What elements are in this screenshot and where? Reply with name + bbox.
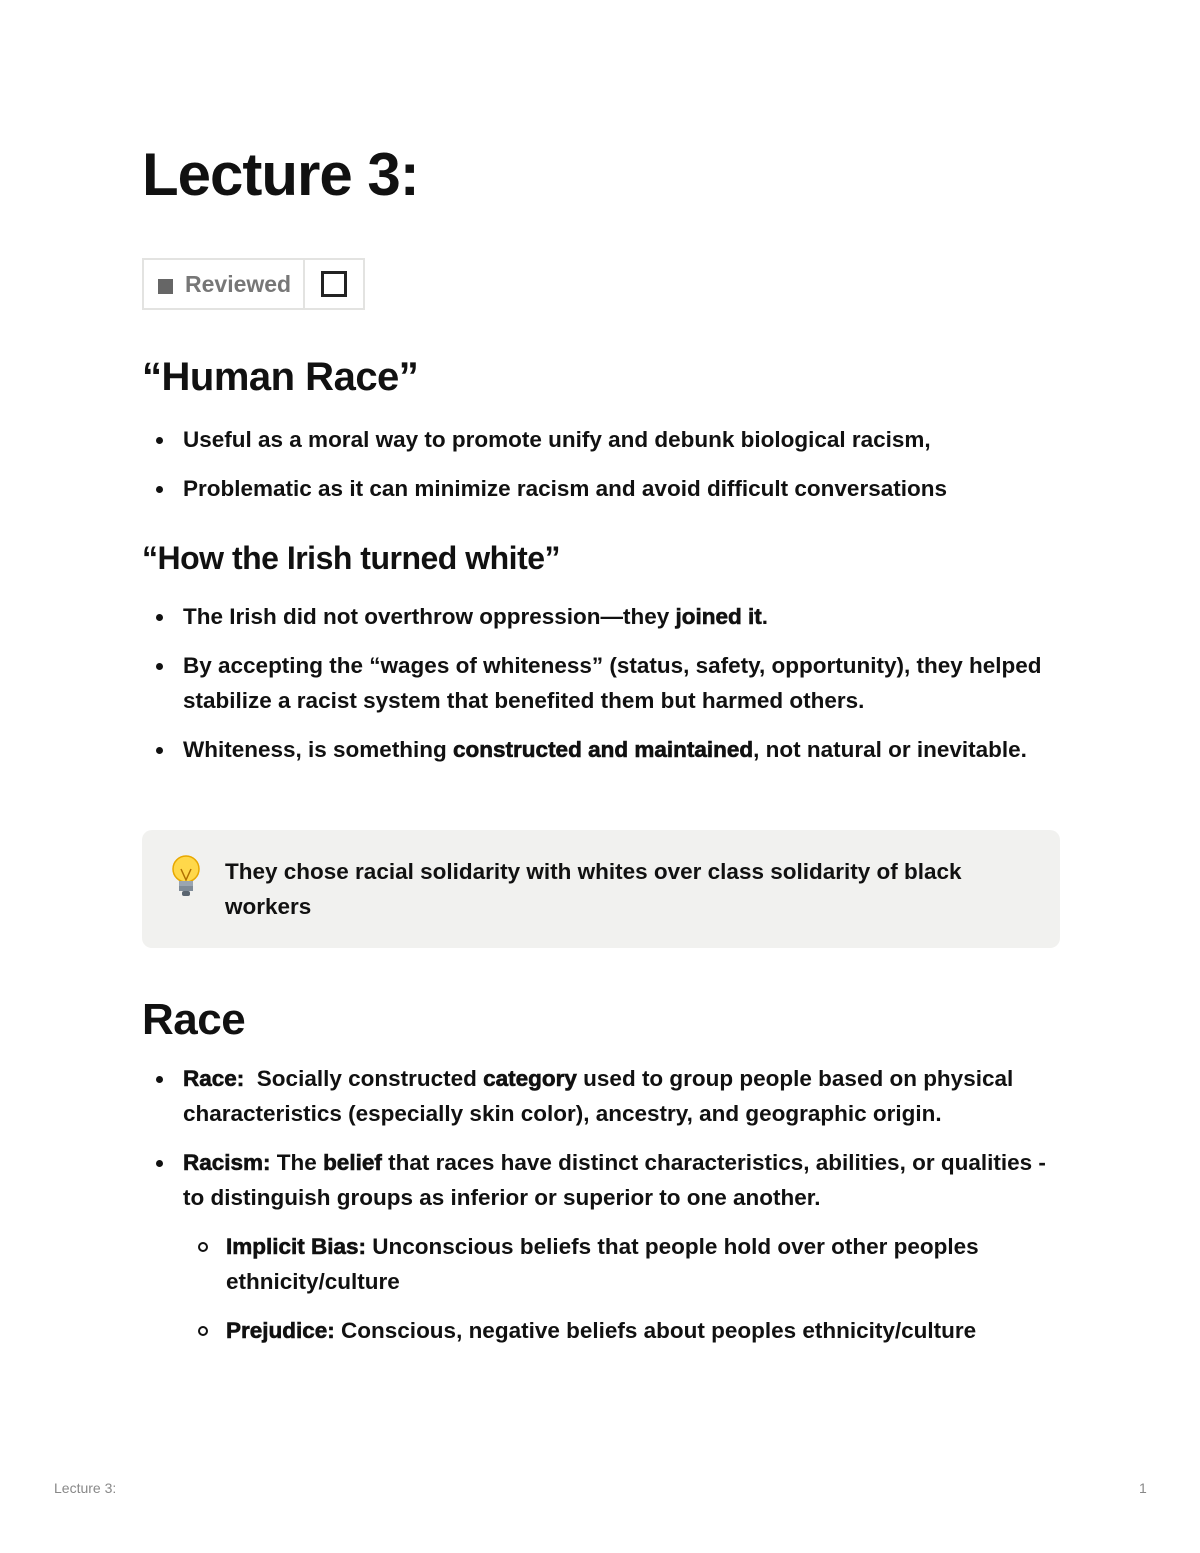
bold-text: joined it: [675, 604, 762, 629]
item-text: .: [761, 604, 769, 629]
list-item: Problematic as it can minimize racism and avoid difficult conversations: [142, 471, 1052, 506]
term: Prejudice:: [226, 1318, 335, 1343]
property-label: Reviewed: [185, 270, 292, 297]
sub-list-item: [183, 1229, 1052, 1299]
sub-list-item: [183, 1313, 1052, 1348]
human-race-list: [142, 422, 1052, 520]
bold-text: constructed and maintained: [453, 737, 754, 762]
property-name: [144, 260, 305, 308]
footer-title: Lecture 3:: [54, 1480, 117, 1496]
term: Implicit Bias:: [226, 1234, 367, 1259]
callout-block: [142, 830, 1060, 948]
race-list: [142, 1061, 1052, 1362]
term: Race:: [183, 1066, 245, 1091]
item-text: used to group people based on physical characteristics (especially skin color), ancestry, and geographic origin.: [183, 1066, 1014, 1126]
checkbox-property-icon: [158, 279, 173, 294]
item-text: Socially constructed: [244, 1066, 484, 1091]
reviewed-checkbox[interactable]: [321, 271, 347, 297]
page-title: Lecture 3:: [142, 141, 419, 208]
property-value: [305, 260, 363, 308]
list-item: [142, 599, 1052, 634]
term: Racism:: [183, 1150, 271, 1175]
bold-text: belief: [323, 1150, 382, 1175]
property-row-reviewed: [142, 258, 365, 310]
irish-list: [142, 599, 1052, 781]
list-item: [142, 732, 1052, 767]
list-item: By accepting the “wages of whiteness” (status, safety, opportunity), they helped stabilize a racist system that benefited them but harmed others.: [142, 648, 1052, 718]
item-text: that races have distinct characteristics, abilities, or qualities -to distinguish groups as inferior or superior to one another.: [183, 1150, 1046, 1210]
item-text: The: [270, 1150, 324, 1175]
lightbulb-icon: [168, 854, 204, 900]
heading-irish: “How the Irish turned white”: [142, 540, 561, 576]
page-number: 1: [1139, 1480, 1147, 1496]
heading-human-race: “Human Race”: [142, 355, 419, 399]
racism-sub-list: [183, 1229, 1052, 1348]
list-item: Useful as a moral way to promote unify and debunk biological racism,: [142, 422, 1052, 457]
list-item: [142, 1061, 1052, 1131]
item-text: Conscious, negative beliefs about peoples ethnicity/culture: [334, 1318, 977, 1343]
item-text: The Irish did not overthrow oppression—they: [183, 604, 676, 629]
callout-text: They chose racial solidarity with whites over class solidarity of black workers: [225, 859, 962, 919]
bold-text: category: [483, 1066, 577, 1091]
heading-race: Race: [142, 995, 246, 1044]
item-text: Whiteness, is something: [183, 737, 454, 762]
list-item: [142, 1145, 1052, 1348]
item-text: , not natural or inevitable.: [753, 737, 1027, 762]
item-text: Unconscious beliefs that people hold over other peoples ethnicity/culture: [226, 1234, 979, 1294]
